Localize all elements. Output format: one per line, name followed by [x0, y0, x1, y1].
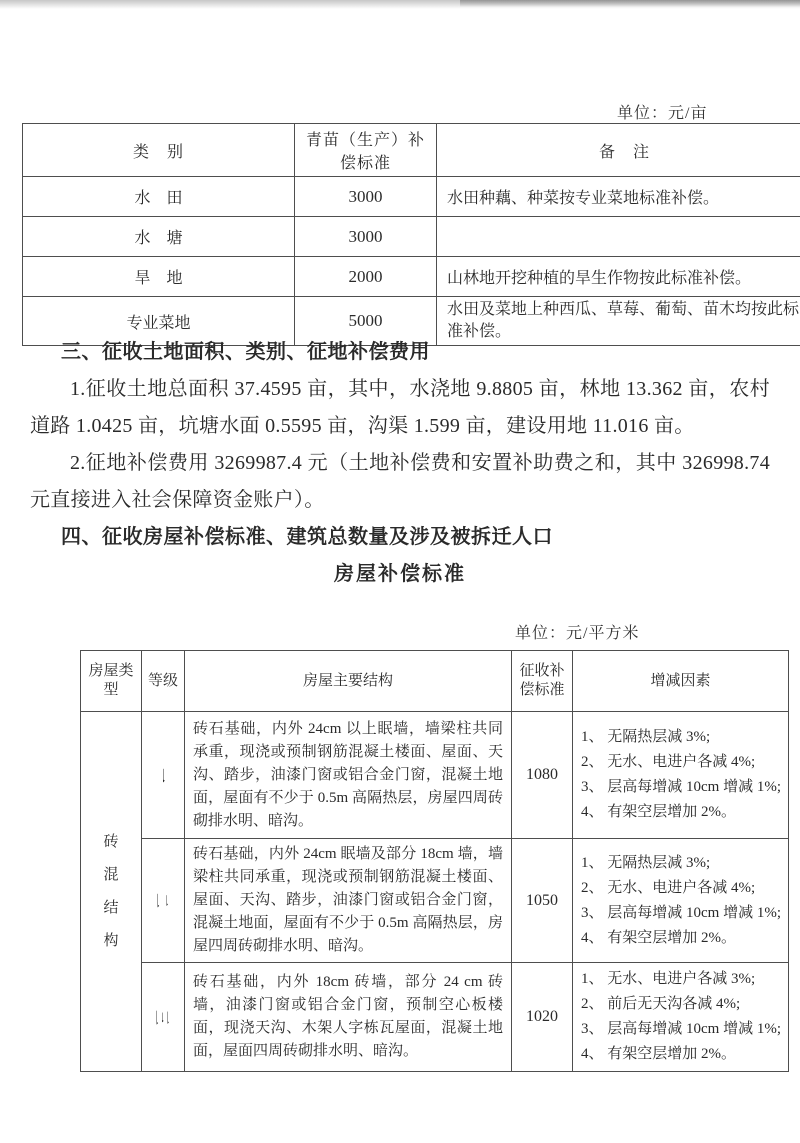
table2-header-house-type: 房屋类型 [81, 651, 142, 712]
table-row [81, 712, 789, 839]
factor-line: 1、 无隔热层减 3%; [581, 854, 711, 871]
document-body [30, 334, 770, 593]
standard-cell: 1050 [512, 839, 573, 963]
grade-cell [142, 839, 185, 963]
table1-header-category: 类 别 [23, 124, 295, 177]
remark-cell: 水田及菜地上种西瓜、草莓、葡萄、苗木均按此标准补偿。 [437, 297, 800, 346]
section4-title: 四、征收房屋补偿标准、建筑总数量及涉及被拆迁人口 [61, 526, 553, 548]
structure-cell: 砖石基础，内外 18cm 砖墙，部分 24 cm 砖墙，油漆门窗或铝合金门窗，预制空心板楼面，现浇天沟、木架人字栋瓦屋面，混凝土地面，屋面四周砖砌排水明、暗沟。 [185, 963, 512, 1072]
structure-cell: 砖石基础，内外 24cm 以上眠墙，墙梁柱共同承重，现浇或预制钢筋混凝土楼面、屋面、天沟、踏步，油漆门窗或铝合金门窗，混凝土地面，屋面有不少于 0.5m 高隔热层，房屋四周砖砌排水明、暗沟。 [185, 712, 512, 839]
factor-line: 4、 有架空层增加 2%。 [581, 1046, 736, 1062]
factor-line: 4、 有架空层增加 2%。 [581, 929, 736, 946]
grade-char: 一 [153, 767, 170, 783]
standard-cell: 1080 [512, 712, 573, 839]
table2-header-grade: 等级 [142, 651, 185, 712]
factor-line: 3、 层高每增减 10cm 增减 1%; [581, 1021, 781, 1037]
table2-header-standard: 征收补偿标准 [512, 651, 573, 712]
paragraph-land-area: 1.征收土地总面积 37.4595 亩，其中，水浇地 9.8805 亩，林地 13.362 亩，农村道路 1.0425 亩，坑塘水面 0.5595 亩，沟渠 1.599 亩，建设用地 11.016 亩。 [30, 378, 770, 437]
factor-line: 3、 层高每增减 10cm 增减 1%; [581, 904, 781, 921]
category-cell: 专业菜地 [23, 297, 295, 346]
scan-corner-shadow [460, 0, 800, 7]
table1-header-row [23, 124, 800, 177]
factors-cell [573, 839, 789, 963]
table-row [23, 257, 800, 297]
standard-cell: 1020 [512, 963, 573, 1072]
table-row [81, 963, 789, 1072]
factor-line: 2、 前后无天沟各减 4%; [581, 996, 741, 1012]
factor-line: 2、 无水、电进户各减 4%; [581, 754, 756, 770]
grade-char: 三 [153, 1009, 170, 1025]
factor-line: 1、 无水、电进户各减 3%; [581, 971, 756, 987]
remark-cell: 山林地开挖种植的旱生作物按此标准补偿。 [437, 257, 800, 297]
table-row [23, 217, 800, 257]
table1-header-standard: 青苗（生产）补偿标准 [295, 124, 437, 177]
house-type-cell [81, 712, 142, 1072]
factor-line: 1、 无隔热层减 3%; [581, 729, 711, 745]
table2-header-structure: 房屋主要结构 [185, 651, 512, 712]
remark-cell: 水田种藕、种菜按专业菜地标准补偿。 [437, 177, 800, 217]
structure-cell: 砖石基础，内外 24cm 眠墙及部分 18cm 墙，墙梁柱共同承重，现浇或预制钢筋混凝土楼面、屋面、天沟、踏步，油漆门窗或铝合金门窗，混凝土地面，屋面有不少于 0.5m 高隔热层，房屋四周砖砌排水明、暗沟。 [185, 839, 512, 963]
grade-cell [142, 712, 185, 839]
housing-standard-subtitle: 房屋补偿标准 [334, 563, 466, 585]
factors-cell [573, 963, 789, 1072]
remark-cell [437, 217, 800, 257]
factor-line: 3、 层高每增减 10cm 增减 1%; [581, 779, 781, 795]
table2-header-row [81, 651, 789, 712]
unit-label-yuan-per-mu: 单位：元/亩 [617, 105, 708, 122]
seedling-compensation-table [22, 123, 800, 346]
unit-label-yuan-per-sqm: 单位：元/平方米 [515, 625, 640, 642]
category-cell: 水 塘 [23, 217, 295, 257]
factor-line: 4、 有架空层增加 2%。 [581, 804, 736, 820]
standard-cell: 3000 [295, 217, 437, 257]
category-cell: 旱 地 [23, 257, 295, 297]
factor-line: 2、 无水、电进户各减 4%; [581, 879, 756, 896]
grade-char: 二 [153, 892, 170, 909]
factors-cell [573, 712, 789, 839]
grade-cell [142, 963, 185, 1072]
standard-cell: 3000 [295, 177, 437, 217]
table-row [23, 177, 800, 217]
house-type-vertical-text: 砖混结构 [103, 833, 119, 949]
table2-header-factors: 增减因素 [573, 651, 789, 712]
table-row [81, 839, 789, 963]
standard-cell: 2000 [295, 257, 437, 297]
table1-header-remark: 备 注 [437, 124, 800, 177]
standard-cell: 5000 [295, 297, 437, 346]
category-cell: 水 田 [23, 177, 295, 217]
section3-title: 三、征收土地面积、类别、征地补偿费用 [61, 341, 430, 363]
paragraph-compensation-fee: 2.征地补偿费用 3269987.4 元（土地补偿费和安置补助费之和，其中 326998.74 元直接进入社会保障资金账户）。 [30, 452, 770, 511]
housing-compensation-table [80, 650, 789, 1072]
